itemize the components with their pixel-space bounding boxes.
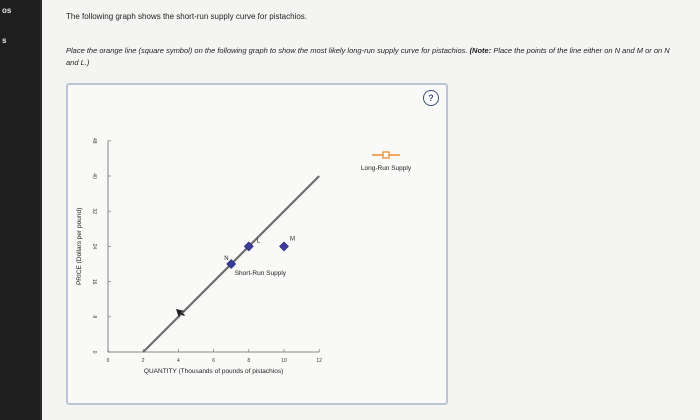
point-label-n: N <box>224 256 229 262</box>
y-tick-label: 24 <box>91 243 98 250</box>
supply-chart[interactable] <box>68 85 446 403</box>
y-tick-label: 40 <box>91 173 98 179</box>
x-tick-label: 12 <box>316 358 322 364</box>
sidebar-tag-top: os <box>2 6 12 15</box>
legend-square-icon <box>383 152 389 158</box>
question-instruction <box>66 45 676 69</box>
x-tick-label: 0 <box>106 358 110 364</box>
y-tick-label: 8 <box>91 315 98 319</box>
instruction-main: Place the orange line (square symbol) on the following graph to show the most likely long-run supply curve for pistachios. <box>66 46 468 55</box>
y-tick-label: 32 <box>91 208 98 214</box>
x-tick-label: 4 <box>177 358 180 364</box>
x-tick-label: 8 <box>247 358 251 364</box>
x-tick-label: 2 <box>141 358 145 364</box>
question-page <box>42 0 700 420</box>
y-axis-label: PRICE (Dollars per pound) <box>76 207 83 286</box>
left-sidebar <box>0 0 40 420</box>
note-label: (Note: <box>469 46 492 55</box>
legend-label: Long-Run Supply <box>360 165 412 172</box>
help-icon[interactable]: ? <box>423 90 439 106</box>
short-run-supply-label: Short-Run Supply <box>234 270 287 277</box>
y-tick-label: 48 <box>91 138 98 144</box>
point-m <box>280 242 289 251</box>
x-tick-label: 6 <box>212 358 215 364</box>
y-tick-label: 0 <box>91 350 98 354</box>
graph-panel[interactable] <box>66 83 448 405</box>
point-label-l: L <box>256 238 261 245</box>
sidebar-tag-mid: s <box>2 36 7 45</box>
x-axis-label: QUANTITY (Thousands of pounds of pistachios) <box>143 368 284 375</box>
y-tick-label: 16 <box>91 278 98 285</box>
question-intro: The following graph shows the short-run supply curve for pistachios. <box>66 12 308 21</box>
point-label-m: M <box>290 236 295 243</box>
x-tick-label: 10 <box>281 358 287 364</box>
note-text: Place the points of the line either on N and M or on N and L.) <box>66 46 670 67</box>
